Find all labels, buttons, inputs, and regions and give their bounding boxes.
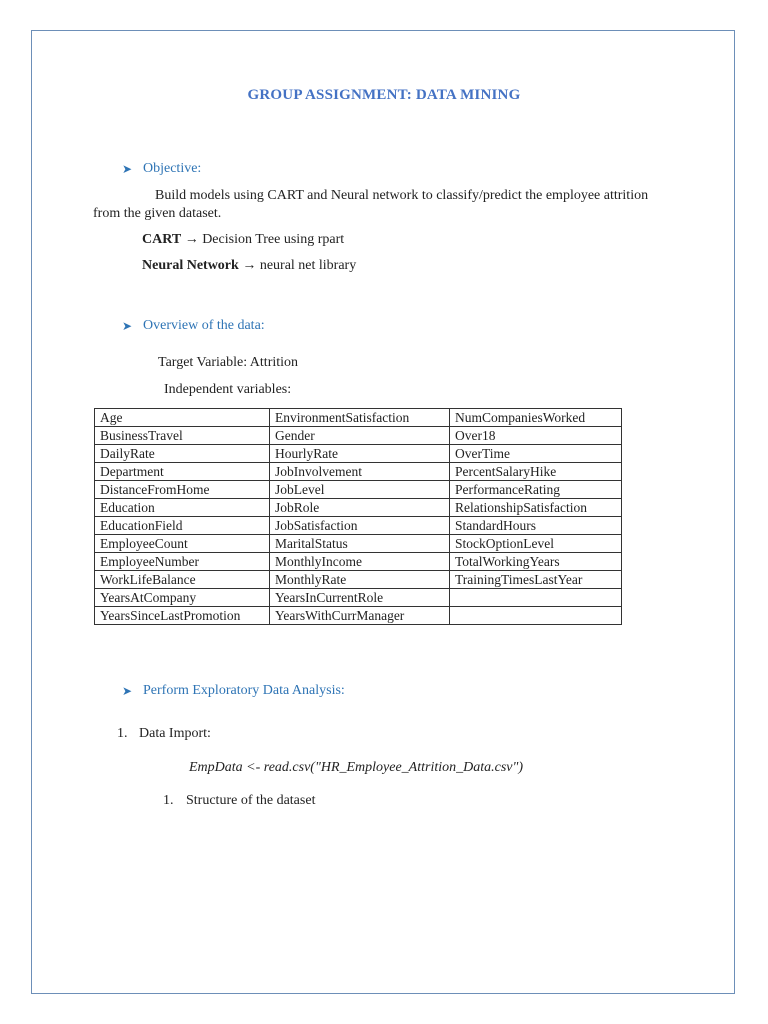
table-row xyxy=(95,607,622,625)
table-cell: Over18 xyxy=(450,427,622,445)
table-cell: BusinessTravel xyxy=(95,427,270,445)
variables-table-body xyxy=(95,409,622,625)
table-row xyxy=(95,517,622,535)
nn-text: → neural net library xyxy=(242,258,357,273)
table-cell: EnvironmentSatisfaction xyxy=(270,409,450,427)
table-cell: StandardHours xyxy=(450,517,622,535)
arrowhead-bullet-icon: ➤ xyxy=(122,318,133,333)
step1-number: 1. xyxy=(117,726,128,741)
eda-heading xyxy=(122,683,345,699)
table-row xyxy=(95,553,622,571)
objective-paragraph: Build models using CART and Neural network to classify/predict the employee attrition from the given dataset. xyxy=(93,188,649,221)
table-row xyxy=(95,589,622,607)
table-cell xyxy=(450,589,622,607)
table-cell: JobRole xyxy=(270,499,450,517)
table-cell: JobLevel xyxy=(270,481,450,499)
code-line: EmpData <- read.csv("HR_Employee_Attrition_Data.csv") xyxy=(189,760,524,775)
table-cell: EducationField xyxy=(95,517,270,535)
arrowhead-bullet-icon: ➤ xyxy=(122,161,133,176)
table-row xyxy=(95,427,622,445)
table-row xyxy=(95,499,622,517)
table-cell: YearsSinceLastPromotion xyxy=(95,607,270,625)
table-cell: MonthlyIncome xyxy=(270,553,450,571)
table-cell: YearsAtCompany xyxy=(95,589,270,607)
table-cell: OverTime xyxy=(450,445,622,463)
table-cell: HourlyRate xyxy=(270,445,450,463)
table-cell: PerformanceRating xyxy=(450,481,622,499)
table-cell: DistanceFromHome xyxy=(95,481,270,499)
table-cell: Age xyxy=(95,409,270,427)
table-cell: EmployeeNumber xyxy=(95,553,270,571)
nn-line xyxy=(142,258,356,274)
table-cell: WorkLifeBalance xyxy=(95,571,270,589)
document-title: GROUP ASSIGNMENT: DATA MINING xyxy=(247,87,521,103)
target-variable: Target Variable: Attrition xyxy=(158,355,299,370)
step1-label: Data Import: xyxy=(139,726,211,741)
table-cell: DailyRate xyxy=(95,445,270,463)
table-cell: RelationshipSatisfaction xyxy=(450,499,622,517)
table-cell: StockOptionLevel xyxy=(450,535,622,553)
table-cell xyxy=(450,607,622,625)
variables-table xyxy=(94,408,622,625)
eda-heading-text: Perform Exploratory Data Analysis: xyxy=(143,683,345,698)
table-cell: YearsWithCurrManager xyxy=(270,607,450,625)
table-cell: PercentSalaryHike xyxy=(450,463,622,481)
table-row xyxy=(95,409,622,427)
table-cell: TotalWorkingYears xyxy=(450,553,622,571)
cart-text: → Decision Tree using rpart xyxy=(184,232,345,247)
table-cell: EmployeeCount xyxy=(95,535,270,553)
sub1-number: 1. xyxy=(163,793,174,808)
objective-heading xyxy=(122,161,201,177)
table-row xyxy=(95,463,622,481)
cart-label: CART xyxy=(142,232,182,247)
independent-variables-label: Independent variables: xyxy=(164,382,292,397)
nn-label: Neural Network xyxy=(142,258,239,273)
table-cell: Gender xyxy=(270,427,450,445)
overview-heading xyxy=(122,318,265,334)
table-cell: Department xyxy=(95,463,270,481)
table-row xyxy=(95,535,622,553)
cart-line xyxy=(142,232,344,248)
table-cell: MonthlyRate xyxy=(270,571,450,589)
table-row xyxy=(95,571,622,589)
objective-heading-text: Objective: xyxy=(143,161,202,176)
table-cell: Education xyxy=(95,499,270,517)
overview-heading-text: Overview of the data: xyxy=(143,318,265,333)
table-row xyxy=(95,445,622,463)
table-cell: JobSatisfaction xyxy=(270,517,450,535)
table-cell: YearsInCurrentRole xyxy=(270,589,450,607)
table-cell: TrainingTimesLastYear xyxy=(450,571,622,589)
table-cell: JobInvolvement xyxy=(270,463,450,481)
sub1-label: Structure of the dataset xyxy=(186,793,316,808)
arrowhead-bullet-icon: ➤ xyxy=(122,683,133,698)
table-cell: NumCompaniesWorked xyxy=(450,409,622,427)
table-cell: MaritalStatus xyxy=(270,535,450,553)
table-row xyxy=(95,481,622,499)
